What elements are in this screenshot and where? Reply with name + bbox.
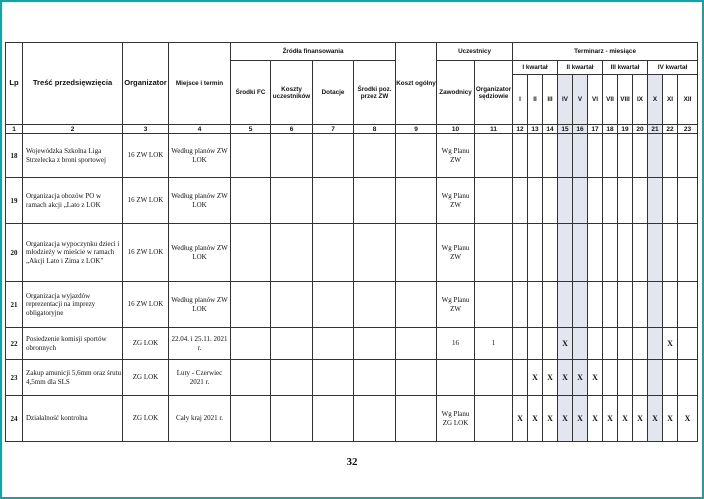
header-funding-sources: Źródła finansowania bbox=[231, 43, 396, 61]
month-mark-cell: X bbox=[588, 360, 603, 396]
row-place-time: Luty - Czerwiec 2021 r. bbox=[169, 360, 231, 396]
month-mark-cell bbox=[513, 224, 528, 282]
row-organizer: 16 ZW LOK bbox=[123, 178, 169, 224]
row-participant-costs bbox=[271, 282, 313, 328]
header-month: XII bbox=[678, 75, 698, 125]
column-number: 9 bbox=[396, 125, 437, 134]
month-mark-cell bbox=[603, 360, 618, 396]
row-organizer-judges bbox=[475, 178, 513, 224]
month-mark-cell bbox=[603, 134, 618, 178]
month-mark-cell: X bbox=[558, 328, 573, 360]
header-month: X bbox=[648, 75, 663, 125]
column-number: 8 bbox=[354, 125, 396, 134]
month-mark-cell bbox=[678, 178, 698, 224]
month-mark-cell: X bbox=[528, 396, 543, 442]
month-mark-cell bbox=[558, 224, 573, 282]
row-competitors: Wg Planu ZW bbox=[437, 134, 475, 178]
row-fc bbox=[231, 360, 271, 396]
row-competitors bbox=[437, 360, 475, 396]
row-organizer-judges: 1 bbox=[475, 328, 513, 360]
column-number: 14 bbox=[543, 125, 558, 134]
row-subsidy bbox=[313, 178, 354, 224]
row-subsidy bbox=[313, 282, 354, 328]
column-number: 10 bbox=[437, 125, 475, 134]
row-participant-costs bbox=[271, 178, 313, 224]
row-place-time: Według planów ZW LOK bbox=[169, 282, 231, 328]
month-mark-cell bbox=[618, 134, 633, 178]
row-competitors: Wg Planu ZW bbox=[437, 282, 475, 328]
month-mark-cell: X bbox=[663, 328, 678, 360]
month-mark-cell bbox=[663, 178, 678, 224]
month-mark-cell: X bbox=[528, 360, 543, 396]
month-mark-cell bbox=[678, 224, 698, 282]
row-task: Zakup amunicji 5,6mm oraz śrutu 4,5mm dla SLS bbox=[23, 360, 123, 396]
month-mark-cell bbox=[588, 282, 603, 328]
header-place-time: Miejsce i termin bbox=[169, 43, 231, 125]
header-task: Treść przedsięwzięcia bbox=[23, 43, 123, 125]
row-fc bbox=[231, 396, 271, 442]
row-organizer-judges bbox=[475, 360, 513, 396]
row-task: Organizacja wyjazdów reprezentacji na imprezy obligatoryjne bbox=[23, 282, 123, 328]
column-number: 4 bbox=[169, 125, 231, 134]
header-month: XI bbox=[663, 75, 678, 125]
month-mark-cell bbox=[528, 178, 543, 224]
month-mark-cell bbox=[618, 178, 633, 224]
row-total-cost bbox=[396, 328, 437, 360]
table-row bbox=[6, 134, 698, 178]
row-fc bbox=[231, 178, 271, 224]
row-zw-funds bbox=[354, 360, 396, 396]
header-month: IX bbox=[633, 75, 648, 125]
month-mark-cell bbox=[663, 224, 678, 282]
row-place-time: Cały kraj 2021 r. bbox=[169, 396, 231, 442]
month-mark-cell bbox=[648, 224, 663, 282]
month-mark-cell bbox=[678, 134, 698, 178]
month-mark-cell bbox=[558, 282, 573, 328]
row-lp: 23 bbox=[6, 360, 23, 396]
month-mark-cell bbox=[678, 282, 698, 328]
row-task: Posiedzenie komisji sportów obronnych bbox=[23, 328, 123, 360]
row-lp: 22 bbox=[6, 328, 23, 360]
row-lp: 24 bbox=[6, 396, 23, 442]
header-timeline: Terminarz - miesiące bbox=[513, 43, 698, 61]
row-fc bbox=[231, 282, 271, 328]
row-total-cost bbox=[396, 224, 437, 282]
month-mark-cell bbox=[633, 360, 648, 396]
row-task: Wojewódzka Szkolna Liga Strzelecka z broni sportowej bbox=[23, 134, 123, 178]
row-task: Organizacja obozów PO w ramach akcji „Lato z LOK bbox=[23, 178, 123, 224]
row-organizer: 16 ZW LOK bbox=[123, 224, 169, 282]
row-subsidy bbox=[313, 328, 354, 360]
row-participant-costs bbox=[271, 328, 313, 360]
month-mark-cell bbox=[543, 224, 558, 282]
row-subsidy bbox=[313, 134, 354, 178]
month-mark-cell bbox=[633, 328, 648, 360]
row-subsidy bbox=[313, 360, 354, 396]
column-number: 12 bbox=[513, 125, 528, 134]
row-zw-funds bbox=[354, 178, 396, 224]
row-zw-funds bbox=[354, 134, 396, 178]
month-mark-cell bbox=[558, 178, 573, 224]
page-number: 32 bbox=[346, 456, 358, 468]
month-mark-cell bbox=[603, 282, 618, 328]
table-row bbox=[6, 396, 698, 442]
row-subsidy bbox=[313, 396, 354, 442]
month-mark-cell bbox=[543, 282, 558, 328]
row-participant-costs bbox=[271, 360, 313, 396]
month-mark-cell bbox=[633, 178, 648, 224]
row-place-time: Według planów ZW LOK bbox=[169, 224, 231, 282]
row-task: Organizacja wypoczynku dzieci i młodzieży w mieście w ramach „Akcji Lato i Zima z LOK" bbox=[23, 224, 123, 282]
month-mark-cell bbox=[648, 134, 663, 178]
month-mark-cell bbox=[573, 134, 588, 178]
header-subsidy: Dotacje bbox=[313, 61, 354, 125]
row-total-cost bbox=[396, 360, 437, 396]
header-month: VII bbox=[603, 75, 618, 125]
row-total-cost bbox=[396, 282, 437, 328]
header-month: I bbox=[513, 75, 528, 125]
table-row bbox=[6, 282, 698, 328]
header-participant-costs: Koszty uczestników bbox=[271, 61, 313, 125]
row-organizer-judges bbox=[475, 224, 513, 282]
column-number: 2 bbox=[23, 125, 123, 134]
column-number: 5 bbox=[231, 125, 271, 134]
month-mark-cell bbox=[633, 134, 648, 178]
month-mark-cell bbox=[618, 224, 633, 282]
header-quarter-3: III kwartał bbox=[603, 61, 648, 75]
row-competitors: 16 bbox=[437, 328, 475, 360]
month-mark-cell: X bbox=[678, 396, 698, 442]
header-lp: Lp bbox=[6, 43, 23, 125]
month-mark-cell bbox=[633, 224, 648, 282]
row-subsidy bbox=[313, 224, 354, 282]
row-total-cost bbox=[396, 134, 437, 178]
month-mark-cell: X bbox=[543, 360, 558, 396]
row-zw-funds bbox=[354, 328, 396, 360]
month-mark-cell: X bbox=[513, 396, 528, 442]
header-month: VIII bbox=[618, 75, 633, 125]
column-number: 18 bbox=[603, 125, 618, 134]
month-mark-cell bbox=[513, 328, 528, 360]
header-organizer-judges: Organizator sędziowie bbox=[475, 61, 513, 125]
table-row bbox=[6, 360, 698, 396]
header-fc: Środki FC bbox=[231, 61, 271, 125]
header-month: V bbox=[573, 75, 588, 125]
row-zw-funds bbox=[354, 396, 396, 442]
month-mark-cell bbox=[528, 224, 543, 282]
row-lp: 19 bbox=[6, 178, 23, 224]
month-mark-cell: X bbox=[543, 396, 558, 442]
month-mark-cell bbox=[513, 360, 528, 396]
column-number: 19 bbox=[618, 125, 633, 134]
month-mark-cell bbox=[603, 328, 618, 360]
row-organizer: ZG LOK bbox=[123, 328, 169, 360]
month-mark-cell bbox=[528, 328, 543, 360]
column-number: 13 bbox=[528, 125, 543, 134]
table-row bbox=[6, 224, 698, 282]
month-mark-cell bbox=[588, 134, 603, 178]
column-number: 7 bbox=[313, 125, 354, 134]
month-mark-cell bbox=[648, 282, 663, 328]
month-mark-cell: X bbox=[558, 396, 573, 442]
month-mark-cell bbox=[648, 178, 663, 224]
row-organizer-judges bbox=[475, 134, 513, 178]
column-number: 16 bbox=[573, 125, 588, 134]
row-task: Działalność kontrolna bbox=[23, 396, 123, 442]
month-mark-cell: X bbox=[588, 396, 603, 442]
column-number: 1 bbox=[6, 125, 23, 134]
header-month: III bbox=[543, 75, 558, 125]
row-fc bbox=[231, 224, 271, 282]
header-quarter-4: IV kwartał bbox=[648, 61, 698, 75]
row-zw-funds bbox=[354, 224, 396, 282]
row-competitors: Wg Planu ZW bbox=[437, 178, 475, 224]
month-mark-cell bbox=[543, 328, 558, 360]
row-total-cost bbox=[396, 178, 437, 224]
month-mark-cell: X bbox=[573, 396, 588, 442]
month-mark-cell bbox=[558, 134, 573, 178]
month-mark-cell: X bbox=[633, 396, 648, 442]
row-organizer-judges bbox=[475, 396, 513, 442]
month-mark-cell bbox=[648, 328, 663, 360]
schedule-table bbox=[5, 42, 698, 442]
row-fc bbox=[231, 134, 271, 178]
column-number: 22 bbox=[663, 125, 678, 134]
row-place-time: 22.04. i 25.11. 2021 r. bbox=[169, 328, 231, 360]
column-number: 20 bbox=[633, 125, 648, 134]
row-fc bbox=[231, 328, 271, 360]
month-mark-cell bbox=[588, 224, 603, 282]
row-organizer: 16 ZW LOK bbox=[123, 282, 169, 328]
month-mark-cell: X bbox=[648, 396, 663, 442]
month-mark-cell bbox=[588, 178, 603, 224]
month-mark-cell: X bbox=[558, 360, 573, 396]
header-competitors: Zawodnicy bbox=[437, 61, 475, 125]
row-organizer-judges bbox=[475, 282, 513, 328]
header-month: VI bbox=[588, 75, 603, 125]
month-mark-cell bbox=[663, 282, 678, 328]
row-lp: 18 bbox=[6, 134, 23, 178]
header-participants: Uczestnicy bbox=[437, 43, 513, 61]
row-competitors: Wg Planu ZW bbox=[437, 224, 475, 282]
row-lp: 20 bbox=[6, 224, 23, 282]
month-mark-cell bbox=[573, 178, 588, 224]
column-number: 23 bbox=[678, 125, 698, 134]
column-number: 3 bbox=[123, 125, 169, 134]
month-mark-cell bbox=[528, 282, 543, 328]
month-mark-cell: X bbox=[573, 360, 588, 396]
table-row bbox=[6, 328, 698, 360]
header-organizer: Organizator bbox=[123, 43, 169, 125]
header-total-cost: Koszt ogólny bbox=[396, 43, 437, 125]
month-mark-cell: X bbox=[618, 396, 633, 442]
row-participant-costs bbox=[271, 134, 313, 178]
row-place-time: Według planów ZW LOK bbox=[169, 178, 231, 224]
row-lp: 21 bbox=[6, 282, 23, 328]
month-mark-cell bbox=[648, 360, 663, 396]
month-mark-cell bbox=[588, 328, 603, 360]
month-mark-cell bbox=[633, 282, 648, 328]
month-mark-cell bbox=[573, 282, 588, 328]
column-number: 15 bbox=[558, 125, 573, 134]
column-number: 6 bbox=[271, 125, 313, 134]
month-mark-cell bbox=[618, 360, 633, 396]
month-mark-cell bbox=[513, 282, 528, 328]
month-mark-cell bbox=[573, 328, 588, 360]
month-mark-cell bbox=[618, 282, 633, 328]
month-mark-cell bbox=[513, 134, 528, 178]
row-competitors: Wg Planu ZG LOK bbox=[437, 396, 475, 442]
month-mark-cell bbox=[603, 178, 618, 224]
header-quarter-1: I kwartał bbox=[513, 61, 558, 75]
column-number: 17 bbox=[588, 125, 603, 134]
header-month: IV bbox=[558, 75, 573, 125]
month-mark-cell bbox=[543, 134, 558, 178]
row-total-cost bbox=[396, 396, 437, 442]
month-mark-cell: X bbox=[603, 396, 618, 442]
month-mark-cell bbox=[573, 224, 588, 282]
row-organizer: ZG LOK bbox=[123, 360, 169, 396]
month-mark-cell bbox=[543, 178, 558, 224]
column-number: 21 bbox=[648, 125, 663, 134]
header-quarter-2: II kwartał bbox=[558, 61, 603, 75]
table-row bbox=[6, 178, 698, 224]
month-mark-cell bbox=[513, 178, 528, 224]
month-mark-cell bbox=[678, 360, 698, 396]
month-mark-cell bbox=[678, 328, 698, 360]
row-zw-funds bbox=[354, 282, 396, 328]
month-mark-cell bbox=[663, 360, 678, 396]
month-mark-cell bbox=[618, 328, 633, 360]
row-participant-costs bbox=[271, 396, 313, 442]
month-mark-cell bbox=[528, 134, 543, 178]
month-mark-cell bbox=[663, 134, 678, 178]
row-organizer: ZG LOK bbox=[123, 396, 169, 442]
row-participant-costs bbox=[271, 224, 313, 282]
row-place-time: Według planów ZW LOK bbox=[169, 134, 231, 178]
header-month: II bbox=[528, 75, 543, 125]
column-number: 11 bbox=[475, 125, 513, 134]
row-organizer: 16 ZW LOK bbox=[123, 134, 169, 178]
month-mark-cell: X bbox=[663, 396, 678, 442]
month-mark-cell bbox=[603, 224, 618, 282]
header-zw-funds: Środki poz. przez ZW bbox=[354, 61, 396, 125]
